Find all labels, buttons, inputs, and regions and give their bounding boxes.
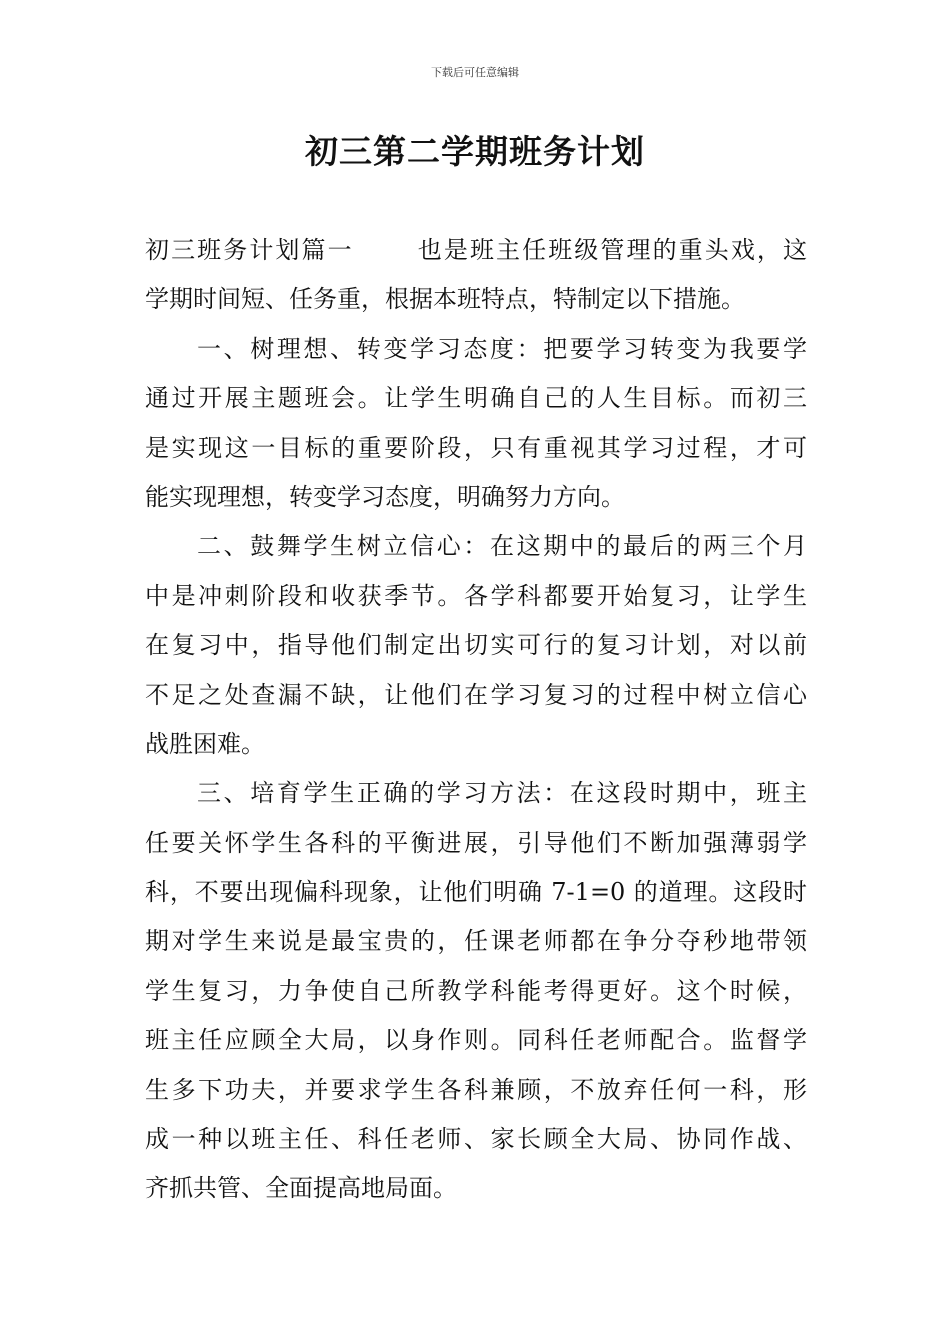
paragraph-3-line-1: 二、鼓舞学生树立信心：在这期中的最后的两三个月 (197, 532, 807, 561)
paragraph-3-line-5: 战胜困难。 (145, 729, 265, 758)
paragraph-4-line-1: 三、培育学生正确的学习方法：在这段时期中，班主 (197, 779, 807, 808)
paragraph-4-line-5: 学生复习，力争使自己所教学科能考得更好。这个时候， (145, 976, 807, 1005)
paragraph-3-line-4: 不足之处查漏不缺，让他们在学习复习的过程中树立信心 (145, 680, 807, 709)
document-body (145, 226, 807, 1214)
paragraph-2-line-1: 一、树理想、转变学习态度：把要学习转变为我要学 (197, 334, 807, 363)
paragraph-2-line-2: 通过开展主题班会。让学生明确自己的人生目标。而初三 (145, 384, 807, 413)
section-label: 初三班务计划篇一 (145, 236, 354, 264)
paragraph-2-line-3: 是实现这一目标的重要阶段，只有重视其学习过程，才可 (145, 433, 807, 462)
paragraph-4-line-6: 班主任应顾全大局，以身作则。同科任老师配合。监督学 (145, 1026, 807, 1055)
paragraph-4-line-9: 齐抓共管、全面提高地局面。 (145, 1174, 457, 1203)
paragraph-4-line-3: 科，不要出现偏科现象，让他们明确 7-1=0 的道理。这段时 (145, 878, 807, 907)
paragraph-3-line-3: 在复习中，指导他们制定出切实可行的复习计划，对以前 (145, 631, 807, 660)
document-title: 初三第二学期班务计划 (305, 132, 645, 171)
paragraph-4-line-7: 生多下功夫，并要求学生各科兼顾，不放弃任何一科，形 (145, 1075, 807, 1104)
paragraph-text: 也是班主任班级管理的重头戏，这 (415, 236, 808, 264)
header-note: 下载后可任意编辑 (431, 66, 519, 79)
paragraph-1-line-1 (145, 226, 807, 275)
paragraph-4-line-2: 任要关怀学生各科的平衡进展，引导他们不断加强薄弱学 (145, 828, 807, 857)
paragraph-3-line-2: 中是冲刺阶段和收获季节。各学科都要开始复习，让学生 (145, 581, 807, 610)
paragraph-4-line-8: 成一种以班主任、科任老师、家长顾全大局、协同作战、 (145, 1125, 807, 1154)
paragraph-2-line-4: 能实现理想，转变学习态度，明确努力方向。 (145, 482, 625, 511)
paragraph-1-line-2: 学期时间短、任务重，根据本班特点，特制定以下措施。 (145, 285, 745, 314)
paragraph-4-line-4: 期对学生来说是最宝贵的，任课老师都在争分夺秒地带领 (145, 927, 807, 956)
